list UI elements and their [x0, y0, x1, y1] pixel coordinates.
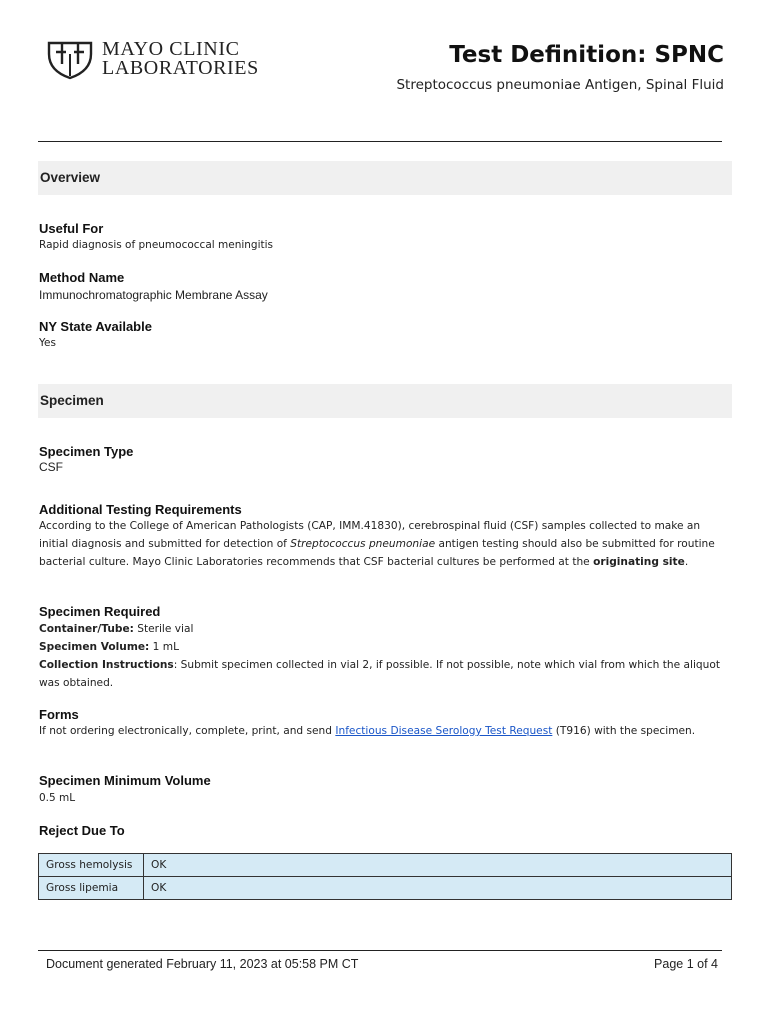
page-number: Page 1 of 4 [654, 957, 718, 971]
collection-line: Collection Instructions: Submit specimen collected in vial 2, if possible. If not possible, note which vial from which the aliquot was obtained. [39, 659, 720, 689]
additional-testing-text: According to the College of American Pathologists (CAP, IMM.41830), cerebrospinal fluid (CSF) samples collected to make an initial diagnosis and submitted for detection of Streptococcus pneumoniae antigen testing should also be submitted for routine bacterial culture. Mayo Clinic Laboratories recommends that CSF bacterial cultures be performed at the originating site. [39, 520, 715, 568]
forms-label: Forms [39, 707, 79, 722]
min-volume-value: 0.5 mL [39, 792, 76, 804]
serology-request-link[interactable]: Infectious Disease Serology Test Request [335, 725, 553, 737]
page-subtitle: Streptococcus pneumoniae Antigen, Spinal Fluid [396, 77, 724, 93]
container-line: Container/Tube: Sterile vial [39, 623, 194, 635]
min-volume-label: Specimen Minimum Volume [39, 773, 211, 788]
reject-condition: Gross hemolysis [39, 854, 144, 877]
table-row [39, 877, 732, 900]
method-name-label: Method Name [39, 270, 125, 285]
reject-table [38, 853, 732, 900]
useful-for-label: Useful For [39, 221, 104, 236]
generated-timestamp: Document generated February 11, 2023 at 05:58 PM CT [46, 957, 359, 971]
forms-text: If not ordering electronically, complete, print, and send Infectious Disease Serology Test Request (T916) with the specimen. [39, 725, 696, 737]
specimen-required-label: Specimen Required [39, 604, 161, 619]
reject-label: Reject Due To [39, 823, 125, 838]
footer-divider [38, 950, 722, 951]
specimen-section-header [38, 384, 732, 418]
mayo-clinic-logo [46, 40, 259, 80]
specimen-heading: Specimen [40, 393, 104, 408]
logo-line1: MAYO CLINIC [102, 38, 240, 60]
reject-result: OK [144, 877, 732, 900]
method-name-value: Immunochromatographic Membrane Assay [39, 288, 268, 302]
page-title: Test Definition: SPNC [449, 42, 724, 68]
originating-site: originating site [593, 556, 685, 568]
specimen-type-value: CSF [39, 460, 63, 474]
reject-condition: Gross lipemia [39, 877, 144, 900]
organism-name: Streptococcus pneumoniae [290, 538, 436, 550]
overview-section-header [38, 161, 732, 195]
overview-heading: Overview [40, 170, 101, 185]
additional-testing-label: Additional Testing Requirements [39, 502, 242, 517]
ny-state-value: Yes [39, 337, 56, 349]
specimen-type-label: Specimen Type [39, 444, 134, 459]
table-row [39, 854, 732, 877]
mayo-shield-icon [46, 40, 94, 80]
logo-line2: LABORATORIES [102, 57, 259, 79]
specimen-required-text [39, 620, 729, 692]
header-divider [38, 141, 722, 142]
ny-state-label: NY State Available [39, 319, 152, 334]
reject-result: OK [144, 854, 732, 877]
useful-for-value: Rapid diagnosis of pneumococcal meningitis [39, 239, 274, 251]
volume-line: Specimen Volume: 1 mL [39, 641, 179, 653]
